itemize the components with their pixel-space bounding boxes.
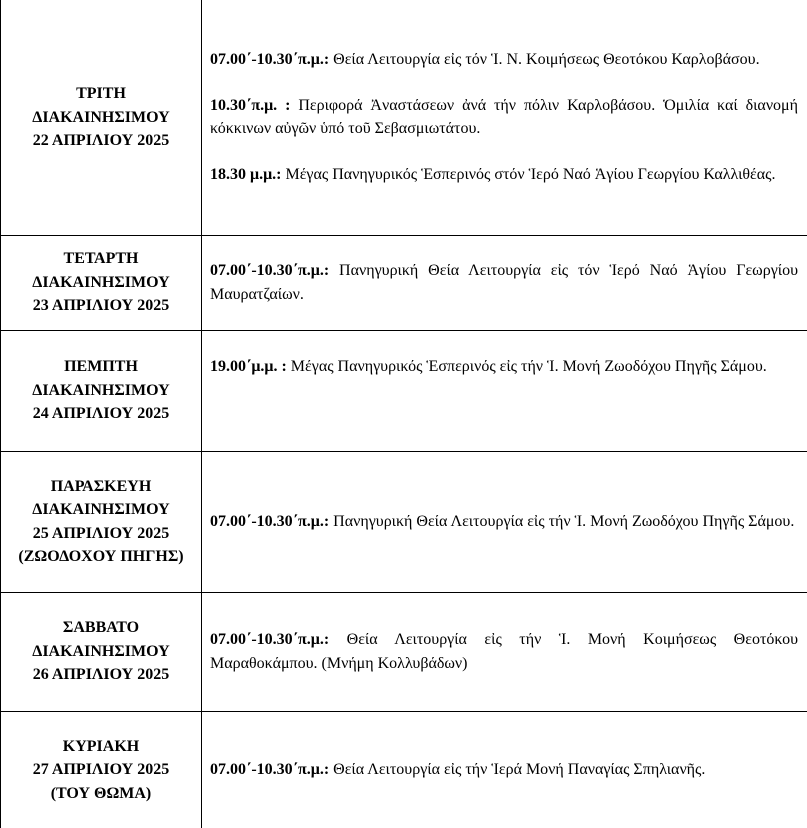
- event-entry: [210, 94, 798, 141]
- events-cell: [202, 711, 807, 828]
- event-time: 19.00΄μ.μ. :: [210, 357, 287, 375]
- event-time: 07.00΄-10.30΄π.μ.:: [210, 512, 330, 530]
- table-row: [1, 711, 807, 828]
- day-date: 25 ΑΠΡΙΛΙΟΥ 2025: [32, 524, 170, 542]
- event-time: 07.00΄-10.30΄π.μ.:: [210, 761, 330, 778]
- day-date: 23 ΑΠΡΙΛΙΟΥ 2025: [32, 297, 170, 315]
- day-cell: [1, 592, 202, 711]
- event-description: Θεία Λειτουργία εἰς τόν Ἱ. Ν. Κοιμήσεως Θεοτόκου Καρλοβάσου.: [329, 51, 760, 69]
- week-name: ΔΙΑΚΑΙΝΗΣΙΜΟΥ: [32, 501, 170, 518]
- event-entry: [210, 510, 798, 534]
- day-date: 24 ΑΠΡΙΛΙΟΥ 2025: [32, 405, 170, 423]
- week-name: ΔΙΑΚΑΙΝΗΣΙΜΟΥ: [32, 273, 170, 291]
- event-entry: [210, 355, 798, 379]
- events-cell: [202, 235, 807, 330]
- week-name: ΔΙΑΚΑΙΝΗΣΙΜΟΥ: [32, 642, 170, 660]
- event-description: Θεία Λειτουργία εἰς τήν Ἱ. Μονή Κοιμήσεως Θεοτόκου Μαραθοκάμπου. (Μνήμη Κολλυβάδων): [210, 631, 798, 672]
- events-cell: [202, 330, 807, 451]
- week-name: ΔΙΑΚΑΙΝΗΣΙΜΟΥ: [32, 108, 170, 126]
- event-entry: [210, 758, 798, 782]
- day-cell: [1, 235, 202, 330]
- table-row: [1, 592, 807, 711]
- day-date: 22 ΑΠΡΙΛΙΟΥ 2025: [32, 132, 170, 149]
- week-name: ΔΙΑΚΑΙΝΗΣΙΜΟΥ: [32, 381, 170, 399]
- event-time: 10.30΄π.μ. :: [210, 96, 291, 114]
- event-description: Περιφορά Ἀναστάσεων ἀνά τήν πόλιν Καρλοβάσου. Ὁμιλία καί διανομή κόκκινων αὐγῶν ὑπό τοῦ Σεβασμιωτάτου.: [210, 96, 798, 138]
- event-time: 18.30 μ.μ.:: [210, 165, 282, 183]
- day-name: ΠΕΜΠΤΗ: [64, 358, 138, 376]
- event-description: Μέγας Πανηγυρικός Ἑσπερινός εἰς τήν Ἱ. Μονή Ζωοδόχου Πηγῆς Σάμου.: [286, 357, 767, 375]
- schedule-body: [1, 0, 807, 828]
- table-row: [1, 451, 807, 592]
- event-description: Πανηγυρική Θεία Λειτουργία εἰς τήν Ἱ. Μονή Ζωοδόχου Πηγῆς Σάμου.: [329, 512, 795, 530]
- day-cell: [1, 451, 202, 592]
- event-description: Πανηγυρική Θεία Λειτουργία εἰς τόν Ἱερό Ναό Ἁγίου Γεωργίου Μαυρατζαίων.: [210, 262, 798, 303]
- event-time: 07.00΄-10.30΄π.μ.:: [210, 262, 330, 279]
- day-name: ΚΥΡΙΑΚΗ: [62, 737, 140, 755]
- event-time: 07.00΄-10.30΄π.μ.:: [210, 51, 330, 69]
- day-date: 27 ΑΠΡΙΛΙΟΥ 2025: [32, 761, 170, 778]
- table-row: [1, 330, 807, 451]
- event-description: Θεία Λειτουργία εἰς τήν Ἱερά Μονή Παναγίας Σπηλιανῆς.: [329, 761, 706, 778]
- events-cell: [202, 0, 807, 235]
- event-description: Μέγας Πανηγυρικός Ἑσπερινός στόν Ἱερό Ναό Ἁγίου Γεωργίου Καλλιθέας.: [281, 165, 776, 183]
- event-entry: [210, 48, 798, 72]
- table-row: [1, 0, 807, 235]
- day-name: ΤΡΙΤΗ: [76, 85, 126, 102]
- day-name: ΠΑΡΑΣΚΕΥΗ: [50, 477, 152, 495]
- event-entry: [210, 163, 798, 187]
- event-entry: [210, 259, 798, 306]
- event-entry: [210, 628, 798, 675]
- events-cell: [202, 451, 807, 592]
- day-name: ΣΑΒΒΑΤΟ: [62, 619, 140, 637]
- feast-name: (ΤΟΥ ΘΩΜΑ): [50, 784, 152, 802]
- day-cell: [1, 711, 202, 828]
- day-cell: [1, 0, 202, 235]
- event-time: 07.00΄-10.30΄π.μ.:: [210, 631, 330, 648]
- table-row: [1, 235, 807, 330]
- feast-name: (ΖΩΟΔΟΧΟΥ ΠΗΓΗΣ): [18, 548, 184, 565]
- day-name: ΤΕΤΑΡΤΗ: [63, 250, 139, 268]
- day-cell: [1, 330, 202, 451]
- day-date: 26 ΑΠΡΙΛΙΟΥ 2025: [32, 666, 170, 684]
- events-cell: [202, 592, 807, 711]
